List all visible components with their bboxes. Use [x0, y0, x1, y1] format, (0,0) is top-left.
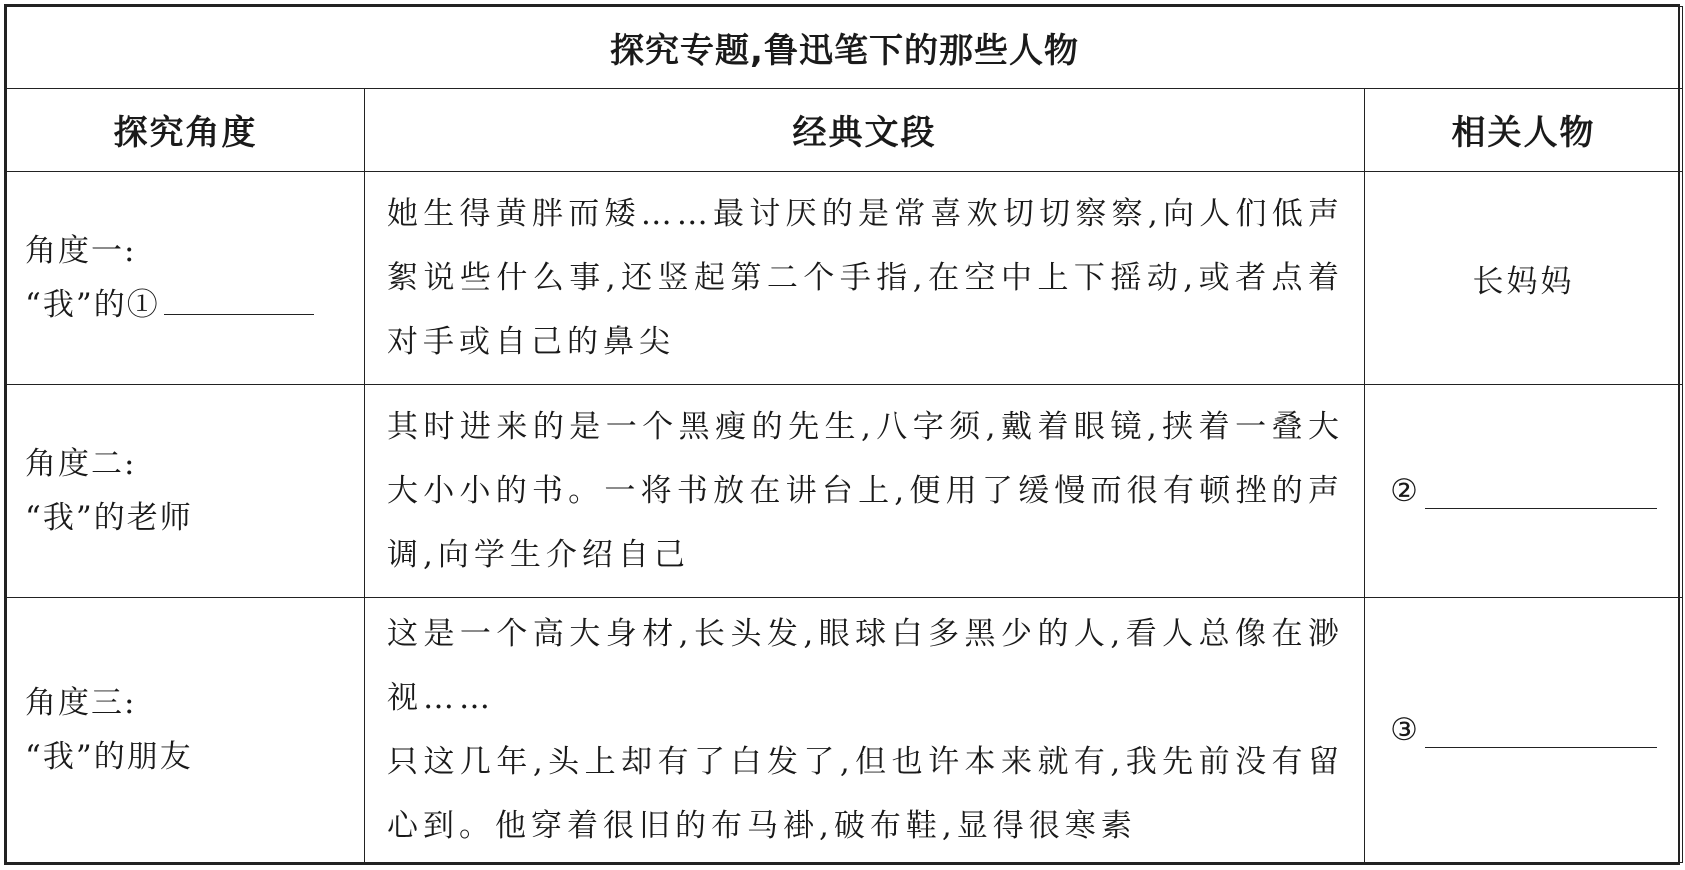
character-cell-1	[1365, 172, 1683, 385]
answer-blank-1[interactable]	[164, 288, 314, 315]
answer-number-2: ②	[1390, 472, 1421, 509]
worksheet-table-frame	[4, 4, 1680, 865]
answer-number-3: ③	[1390, 711, 1421, 748]
table-title: 探究专题,鲁迅笔下的那些人物	[7, 7, 1683, 89]
answer-slot-2	[1390, 473, 1657, 509]
answer-blank-2[interactable]	[1425, 482, 1657, 509]
angle-label-1: 角度一:	[25, 233, 137, 270]
angle-cell-2	[7, 384, 365, 597]
angle-label-2: 角度二:	[25, 445, 137, 482]
angle-subject-3: “我”的朋友	[25, 738, 193, 775]
lu-xun-characters-table	[6, 6, 1683, 863]
passage-paragraph: 这是一个高大身材,长头发,眼球白多黑少的人,看人总像在渺视……	[387, 615, 1344, 716]
answer-blank-3[interactable]	[1425, 721, 1657, 748]
character-cell-2	[1365, 384, 1683, 597]
angle-subject-line-1	[25, 278, 364, 332]
passage-cell-3	[365, 597, 1365, 862]
passage-cell-1	[365, 172, 1365, 385]
table-row	[7, 384, 1683, 597]
angle-subject-2: “我”的老师	[25, 499, 193, 536]
passage-paragraph: 只这几年,头上却有了白发了,但也许本来就有,我先前没有留心到。他穿着很旧的布马褂,破布鞋,显得很寒素	[387, 743, 1344, 844]
angle-label-3: 角度三:	[25, 684, 137, 721]
passage-paragraph: 她生得黄胖而矮……最讨厌的是常喜欢切切察察,向人们低声絮说些什么事,还竖起第二个手指,在空中上下摇动,或者点着对手或自己的鼻尖	[387, 196, 1344, 361]
angle-cell-3	[7, 597, 365, 862]
angle-cell-1	[7, 172, 365, 385]
angle-subject-1: “我”的①	[25, 287, 160, 324]
character-cell-3	[1365, 597, 1683, 862]
table-row	[7, 172, 1683, 385]
header-angle: 探究角度	[7, 88, 365, 172]
passage-paragraph: 其时进来的是一个黑瘦的先生,八字须,戴着眼镜,挟着一叠大大小小的书。一将书放在讲台上,便用了缓慢而很有顿挫的声调,向学生介绍自己	[387, 408, 1344, 573]
table-row	[7, 597, 1683, 862]
character-name-1: 长妈妈	[1472, 263, 1575, 300]
answer-slot-3	[1390, 712, 1657, 748]
passage-cell-2	[365, 384, 1365, 597]
header-character: 相关人物	[1365, 88, 1683, 172]
header-passage: 经典文段	[365, 88, 1365, 172]
